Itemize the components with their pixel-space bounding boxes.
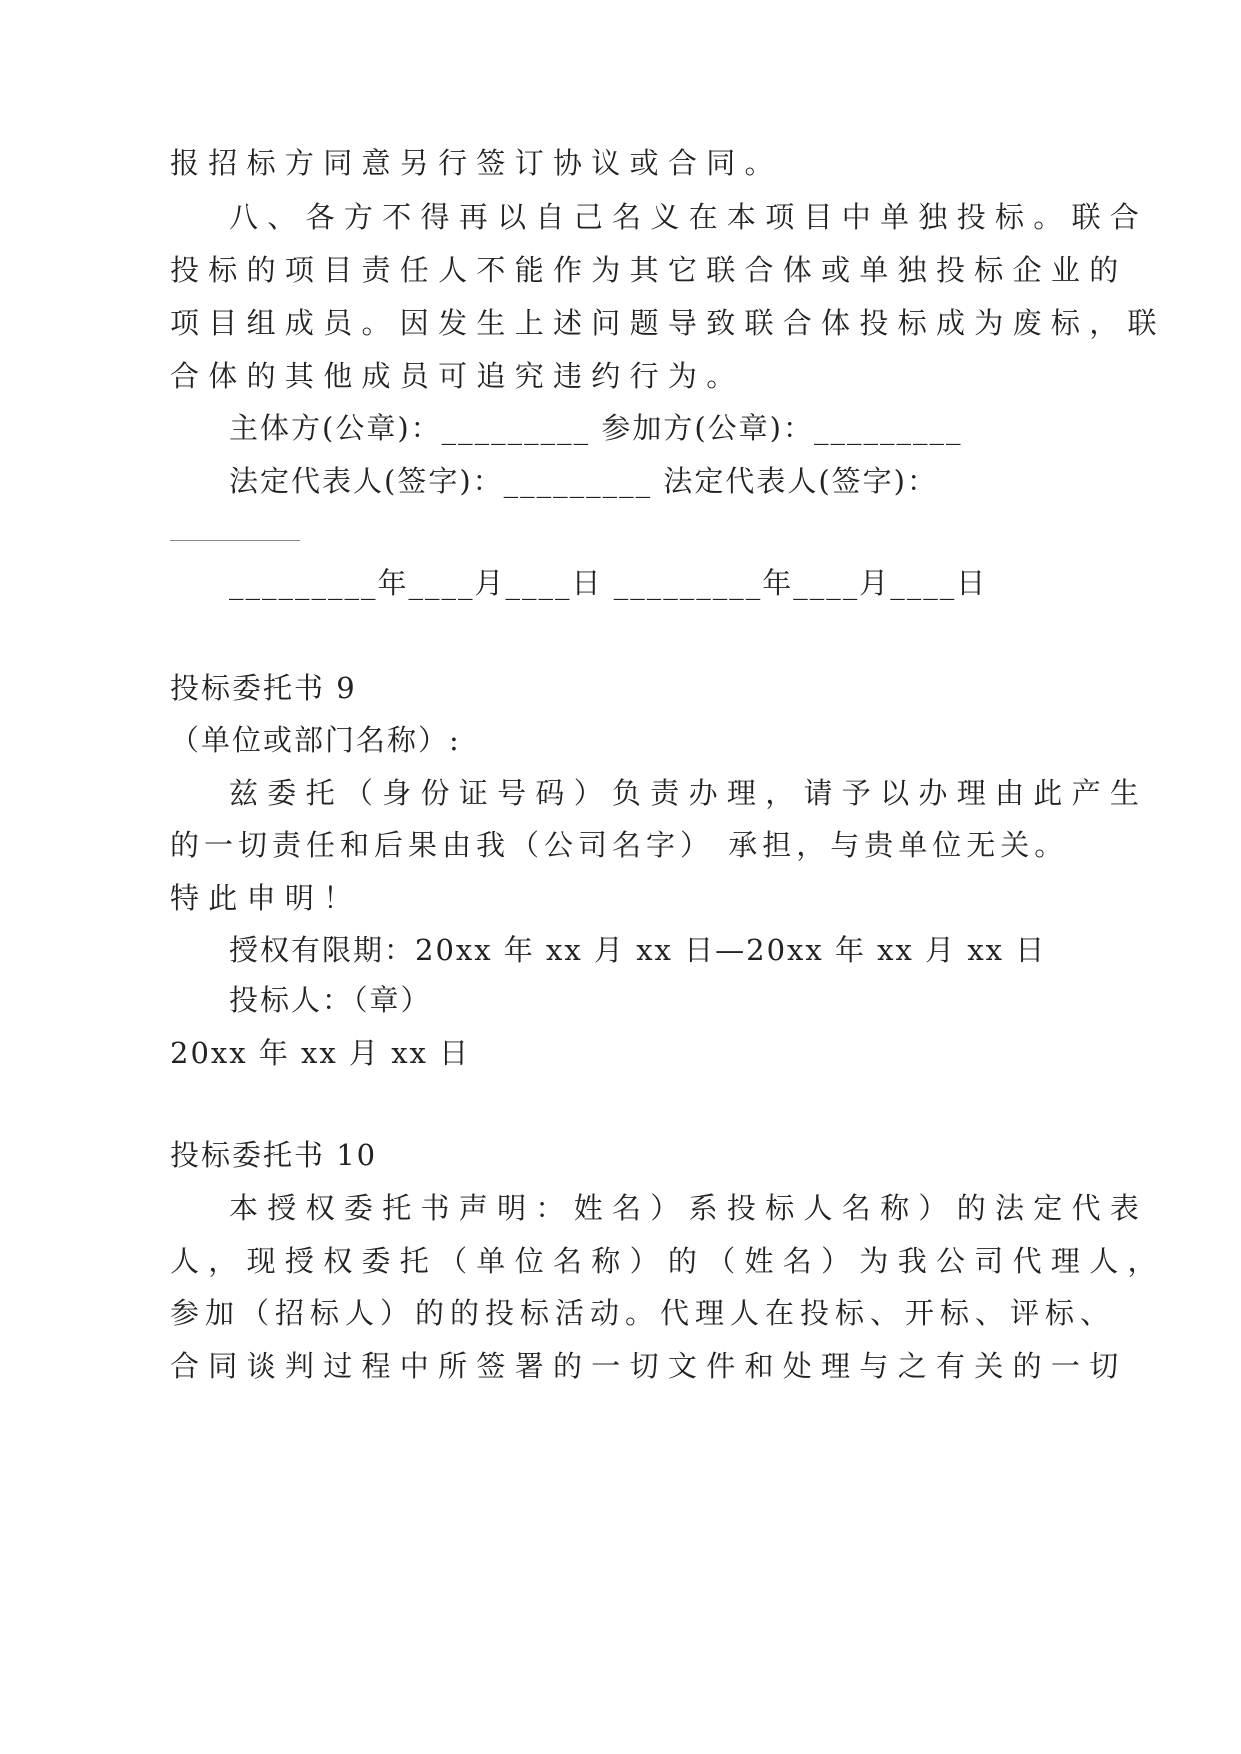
- paragraph-line: 特此申明！: [170, 881, 362, 915]
- authorization-period: 授权有限期：20xx 年 xx 月 xx 日—20xx 年 xx 月 xx 日: [229, 933, 1047, 967]
- section-title: 投标委托书 9: [170, 671, 357, 705]
- paragraph-line: （单位或部门名称）:: [170, 723, 461, 757]
- signature-line-representative: 法定代表人(签字)：_________ 法定代表人(签字)：: [229, 464, 938, 498]
- signature-line-seal: 主体方(公章)：_________ 参加方(公章)：_________: [229, 411, 963, 445]
- date-line: _________年____月____日 _________年____月____日: [229, 566, 988, 600]
- paragraph-line: 项目组成员。因发生上述问题导致联合体投标成为废标，联: [170, 306, 1166, 340]
- paragraph-line: 八、各方不得再以自己名义在本项目中单独投标。联合: [229, 200, 1149, 234]
- paragraph-line: 合同谈判过程中所签署的一切文件和处理与之有关的一切: [170, 1349, 1128, 1383]
- bidder-seal: 投标人：（章）: [229, 983, 432, 1017]
- paragraph-line: 投标的项目责任人不能作为其它联合体或单独投标企业的: [170, 253, 1128, 287]
- paragraph-line: 参加（招标人）的的投标活动。代理人在投标、开标、评标、: [170, 1296, 1116, 1330]
- date-line: 20xx 年 xx 月 xx 日: [170, 1036, 471, 1070]
- paragraph-line: 本授权委托书声明：姓名）系投标人名称）的法定代表: [229, 1191, 1149, 1225]
- paragraph-line: 合体的其他成员可追究违约行为。: [170, 359, 745, 393]
- paragraph-line: 人，现授权委托（单位名称）的（姓名）为我公司代理人，: [170, 1244, 1166, 1278]
- paragraph-line: 的一切责任和后果由我（公司名字） 承担，与贵单位无关。: [170, 828, 1069, 862]
- paragraph-line: 报招标方同意另行签订协议或合同。: [170, 146, 783, 180]
- paragraph-line: 兹委托（身份证号码）负责办理，请予以办理由此产生: [229, 776, 1149, 810]
- signature-blank: [170, 540, 300, 541]
- section-title: 投标委托书 10: [170, 1138, 378, 1172]
